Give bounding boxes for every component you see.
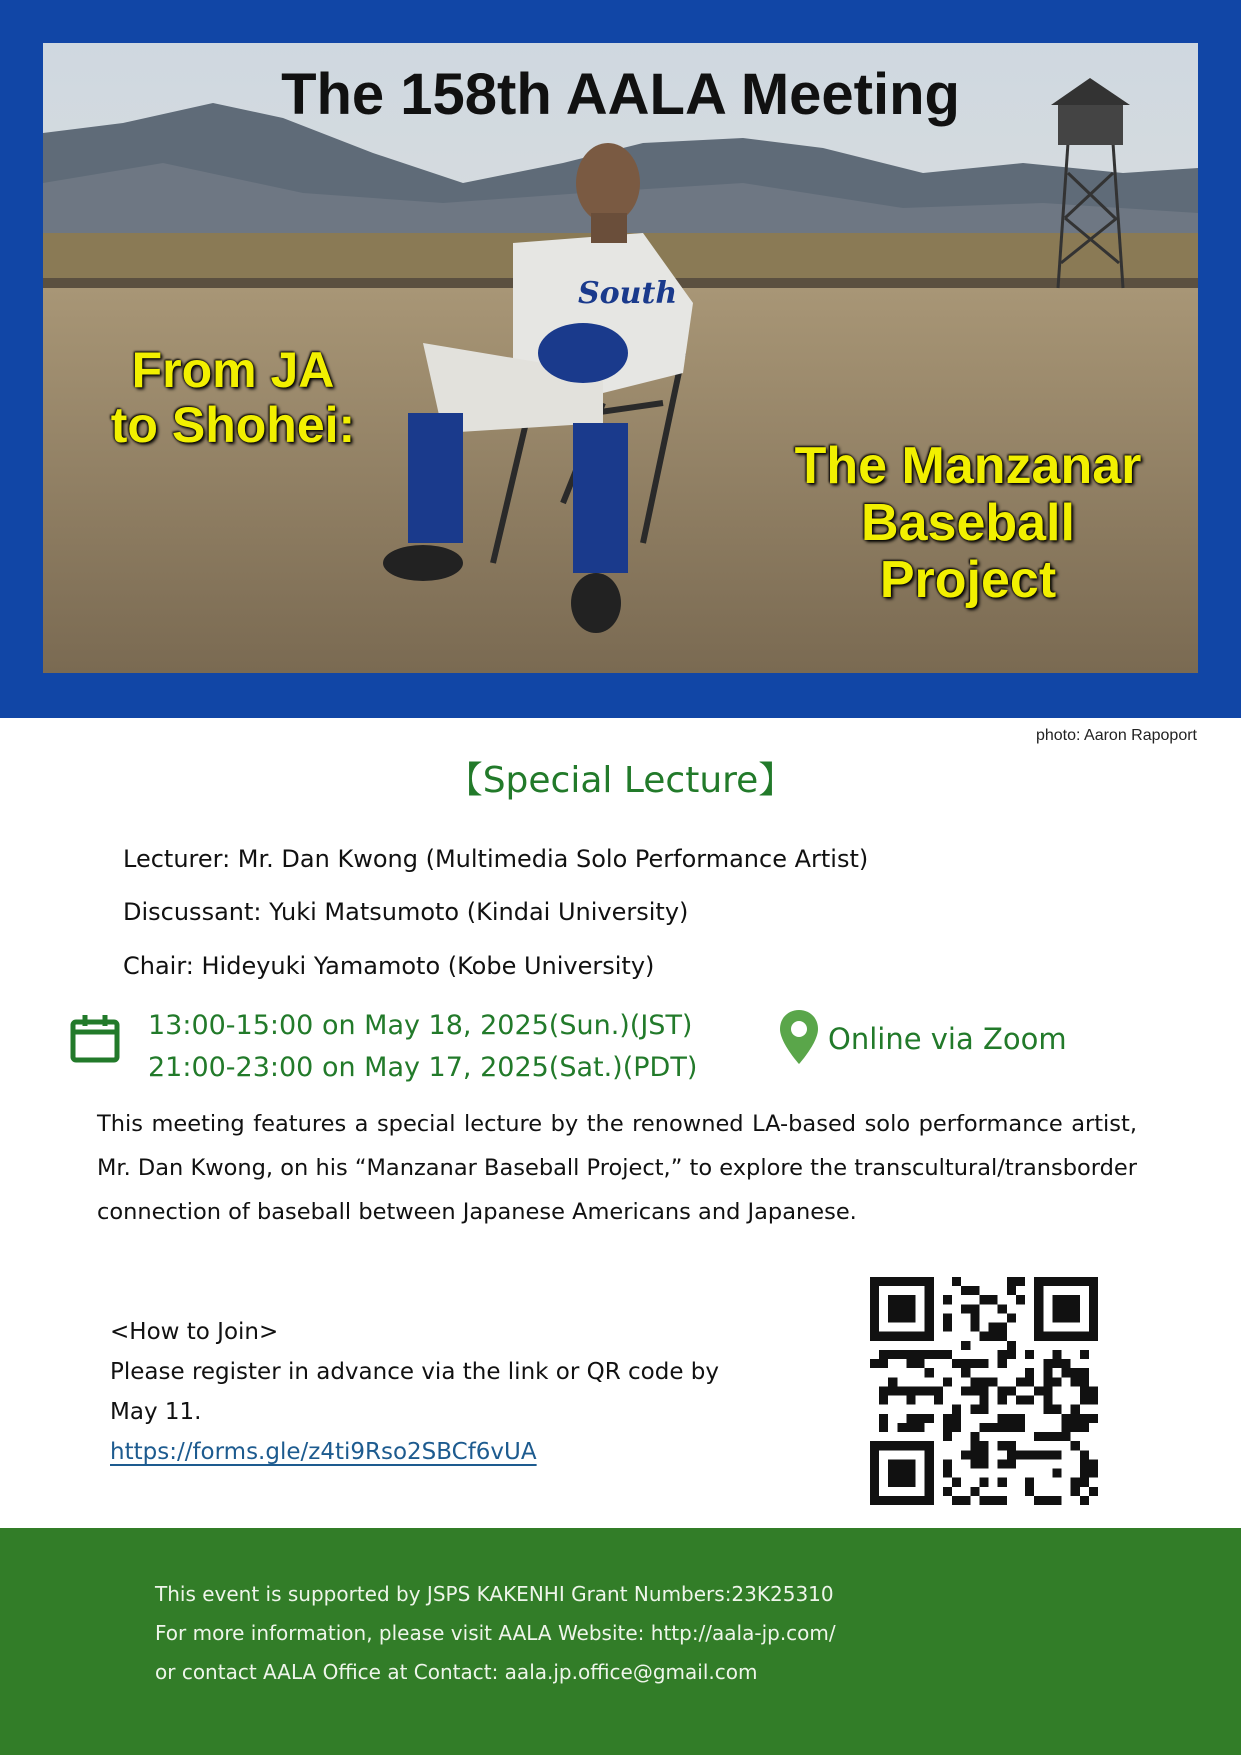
- discussant: Discussant: Yuki Matsumoto (Kindai University): [123, 898, 689, 926]
- subtitle-right-line: Project: [879, 551, 1057, 610]
- registration-link[interactable]: https://forms.gle/z4ti9Rso2SBCf6vUA: [110, 1439, 537, 1465]
- chair: Chair: Hideyuki Yamamoto (Kobe University): [123, 952, 655, 980]
- page-title: The 158th AALA Meeting: [281, 62, 960, 127]
- join-heading: <How to Join>: [110, 1319, 279, 1345]
- subtitle-left-line: to Shohei:: [110, 397, 356, 453]
- footer: [155, 1575, 836, 1692]
- join-instructions: Please register in advance via the link or QR code by May 11.: [110, 1359, 719, 1425]
- how-to-join: [110, 1312, 770, 1472]
- lecturer: Lecturer: Mr. Dan Kwong (Multimedia Solo Performance Artist): [123, 845, 869, 873]
- footer-line-website: For more information, please visit AALA Website: http://aala-jp.com/: [155, 1621, 836, 1645]
- location-text: Online via Zoom: [828, 1022, 1067, 1056]
- subtitle-left: [73, 343, 393, 453]
- jersey-text: South: [578, 276, 678, 311]
- location-pin-icon: [778, 1008, 820, 1066]
- section-title: 【Special Lecture】: [446, 760, 795, 801]
- qr-code[interactable]: [870, 1277, 1098, 1505]
- description: This meeting features a special lecture by the renowned LA-based solo performance artist, Mr. Dan Kwong, on his “Manzanar Baseball Project,” to explore the transcultural/transborder connection of baseball between Japanese Americans and Japanese.: [97, 1111, 1137, 1225]
- subtitle-right-line: Baseball: [861, 494, 1075, 553]
- hero-photo: [43, 43, 1198, 673]
- subtitle-left-line: From JA: [131, 342, 335, 398]
- photo-credit: photo: Aaron Rapoport: [1035, 727, 1197, 744]
- schedule-pdt: 21:00-23:00 on May 17, 2025(Sat.)(PDT): [148, 1052, 698, 1083]
- subtitle-right: [733, 438, 1198, 610]
- footer-line-contact: or contact AALA Office at Contact: aala.jp.office@gmail.com: [155, 1660, 758, 1684]
- calendar-icon: [70, 1012, 122, 1064]
- footer-line-grant: This event is supported by JSPS KAKENHI Grant Numbers:23K25310: [155, 1582, 834, 1606]
- schedule-jst: 13:00-15:00 on May 18, 2025(Sun.)(JST): [148, 1010, 693, 1041]
- subtitle-right-line: The Manzanar: [794, 437, 1142, 495]
